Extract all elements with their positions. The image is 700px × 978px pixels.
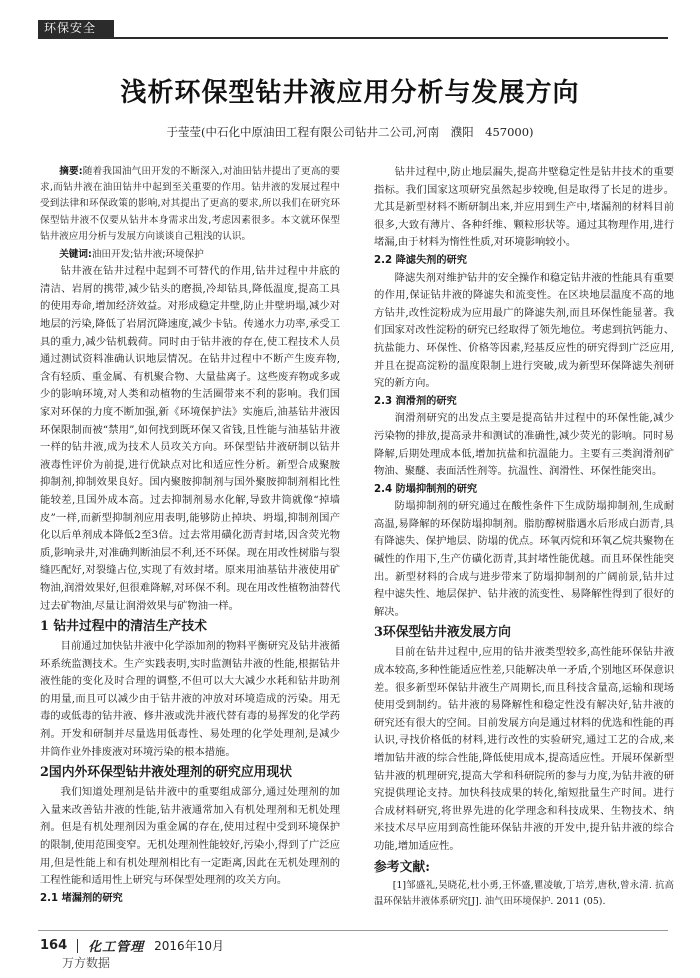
references-title: 参考文献: — [374, 859, 430, 875]
keywords — [40, 247, 340, 263]
article-title: 浅析环保型钻井液应用分析与发展方向 — [120, 78, 580, 108]
watermark: 万方数据 — [62, 956, 111, 970]
left-column — [40, 164, 340, 907]
section-tag: 环保安全 — [38, 20, 114, 37]
section-3-text: 目前在钻井过程中,应用的钻井液类型较多,高性能环保钻井液成本较高,多种性能适应性差,只能解决单一矛盾,个别地区环保意识差。很多新型环保钻井液生产周期长,而且科技含量高,运输和现场使用受到制约。钻井液的易降解性和稳定性没有解决好,钻井液的研究还有很大的空间。目前发展方向是通过材料的优选和性能的再认识,寻找价格低的材料,进行改性的实验研究,通过工艺的合成,来增加钻井液的综合性能,降低使用成本,提高适应性。开展环保新型钻井液的机理研究,提高大学和科研院所的参与力度,为钻井液的研究提供理论支持。加快科技成果的转化,缩短批量生产时间。进行合成材料研究,将世界先进的化学理念和科技成果、生物技术、纳米技术尽早应用到高性能环保钻井液的开发中,提升钻井液的综合功能,增加适应性。 — [374, 646, 674, 852]
section-2-1-text: 钻井过程中,防止地层漏失,提高井壁稳定性是钻井技术的重要指标。我们国家这项研究虽然起步较晚,但是取得了长足的进步。尤其是新型材料不断研制出来,并应用到生产中,堵漏剂的材料目前很多,大致有薄片、各种纤维、颗粒形状等。通过其物理作用,进行堵漏,由于材料为惰性性质,对环境影响较小。 — [374, 166, 674, 249]
footer-rule — [38, 930, 668, 931]
page-number: 164 — [40, 938, 68, 953]
keywords-text: 油田开发;钻井液;环境保护 — [91, 249, 204, 261]
section-2-2-text: 降滤失剂对维护钻井的安全操作和稳定钻井液的性能具有重要的作用,保证钻井液的降滤失和流变性。在区块地层温度不高的地方钻井,改性淀粉成为应用最广的降滤失剂,而且环保性能显著。我们国家对改性淀粉的研究已经取得了领先地位。考虑到抗钙能力、抗盐能力、环保性、价格等因素,羟基反应性的研究得到广泛应用,并且在提高淀粉的温度限制上进行突破,成为新型环保降滤失剂研究的新方向。 — [374, 271, 674, 390]
intro-paragraph: 钻井液在钻井过程中起到不可替代的作用,钻井过程中井底的清洁、岩屑的携带,减少钻头的磨损,冷却钻具,降低温度,提高工具的使用寿命,增加经济效益。对形成稳定井壁,防止井壁坍塌,减少对地层的污染,降低了岩屑沉降速度,减少卡钻。传递水力功率,承受工具的重力,减少钻机载荷。同时由于钻井液的存在,使工程技术人员通过测试资料准确认识地层情况。在钻井过程中不断产生废弃物,含有轻质、重金属、有机聚合物、大量盐离子。这些废弃物或多或少的影响环境,对人类和动植物的生活圈带来不利的影响。我们国家对环保的力度不断加强,新《环境保护法》实施后,油基钻井液因环保限制而被“禁用”,如何找到既环保又省钱,且性能与油基钻井液一样的钻井液,成为技术人员攻关方向。环保型钻井液研制以钻井液毒性评价为前提,进行优缺点对比和适应性分析。新型合成聚胺抑制剂,抑制效果良好。国内聚胺抑制剂与国外聚胺抑制剂相比性能较差,且国外成本高。过去抑制剂易水化解,导致井筒就像“掉墙皮”一样,而新型抑制剂应用表明,能够防止掉块、坍塌,抑制剂国产化以后单剂成本降低2至3倍。过去常用磺化沥青封堵,因含荧光物质,影响录井,对准确判断油层不利,还不环保。现在用改性树脂与裂缝匹配好,对裂缝占位,实现了有效封堵。原来用油基钻井液使用矿物油,润滑效果好,但很难降解,对环保不利。现在用改性植物油替代过去矿物油,尽量让润滑效果与矿物油一样。 — [40, 265, 340, 612]
section-2-4-text: 防塌抑制剂的研究通过在酸性条件下生成防塌抑制剂,生成耐高温,易降解的环保防塌抑制剂。脂肪醇树脂遇水后形成白沥青,具有降滤失、保护地层、防塌的优点。环氧丙烷和环氧乙烷共聚物在碱性的作用下,生产仿磺化沥青,其封堵性能优越。而且环保性能突出。新型材料的合成与进步带来了防塌抑制剂的广阔前景,钻井过程中滤失性、地层保护、钻井液的流变性、易降解性得到了很好的解决。 — [374, 500, 674, 618]
abstract-text: 随着我国油气田开发的不断深入,对油田钻井提出了更高的要求,而钻井液在油田钻井中起到至关重要的作用。钻井液的发展过程中受到法律和环保政策的影响,对其提出了更高的要求,所以我们在研究环保型钻井液不仅要从钻井本身需求出发,考虑因素很多。本文就环保型钻井液应用分析与发展方向谈谈自己粗浅的认识。 — [40, 166, 340, 242]
issue-date: 2016年10月 — [154, 939, 224, 953]
section-2-2-title: 2.2 降滤失剂的研究 — [374, 254, 467, 266]
author-line: 于莹莹(中石化中原油田工程有限公司钻井二公司,河南 濮阳 457000) — [166, 125, 534, 139]
page-footer — [40, 936, 224, 955]
abstract — [40, 164, 340, 245]
section-2-3-text: 润滑剂研究的出发点主要是提高钻井过程中的环保性能,减少污染物的排放,提高录井和测试的准确性,减少荧光的影响。同时易降解,后期处理成本低,增加抗盐和抗温能力。主要有三类润滑剂矿物油、聚醚、表面活性剂等。抗温性、润滑性、环保性能突出。 — [374, 412, 674, 478]
section-1-title: 1 钻井过程中的清洁生产技术 — [40, 619, 207, 635]
section-2-text: 我们知道处理剂是钻井液中的重要组成部分,通过处理剂的加入量来改善钻井液的性能,钻井液通常加入有机处理剂和无机处理剂。但是有机处理剂因为重金属的存在,使用过程中受到环境保护的限制,使用范围变窄。无机处理剂性能较好,污染小,得到了广泛应用,但是性能上和有机处理剂相比有一定距离,因此在无机处理剂的工程性能和适用性上研究与环保型处理剂的攻关方向。 — [40, 786, 340, 887]
right-column — [374, 164, 674, 910]
section-3-title: 3环保型钻井液发展方向 — [374, 625, 511, 641]
journal-name: 化工管理 — [88, 940, 145, 955]
section-2-3-title: 2.3 润滑剂的研究 — [374, 395, 457, 407]
section-2-1-title: 2.1 堵漏剂的研究 — [40, 892, 123, 904]
section-1-text: 目前通过加快钻井液中化学添加剂的物料平衡研究及钻井液循环系统监测技术。生产实践表明,实时监测钻井液的性能,根据钻井液性能的变化及时合理的调整,不但可以大大减少水耗和钻井助剂的用量,而且可以减少由于钻井液的冲放对环境造成的污染。用无毒的或低毒的钻井液、修井液或洗井液代替有毒的易挥发的化学药剂。开发和研制并尽量选用低毒性、易处理的化学处理剂,是减少井筒作业外排废液对环境污染的根本措施。 — [40, 640, 340, 758]
keywords-label: 关键词: — [59, 249, 92, 261]
top-rule — [38, 37, 668, 39]
section-2-title: 2国内外环保型钻井液处理剂的研究应用现状 — [40, 765, 293, 781]
reference-item: [1]邹盛礼,吴晓花,杜小勇,王怀盛,瞿凌敏,丁培芳,唐秋,曾永清. 抗高温环保钻井液体系研究[J]. 油气田环境保护. 2011 (05). — [374, 879, 674, 907]
footer-divider — [77, 939, 78, 953]
section-2-4-title: 2.4 防塌抑制剂的研究 — [374, 483, 478, 495]
abstract-label: 摘要: — [59, 166, 83, 177]
